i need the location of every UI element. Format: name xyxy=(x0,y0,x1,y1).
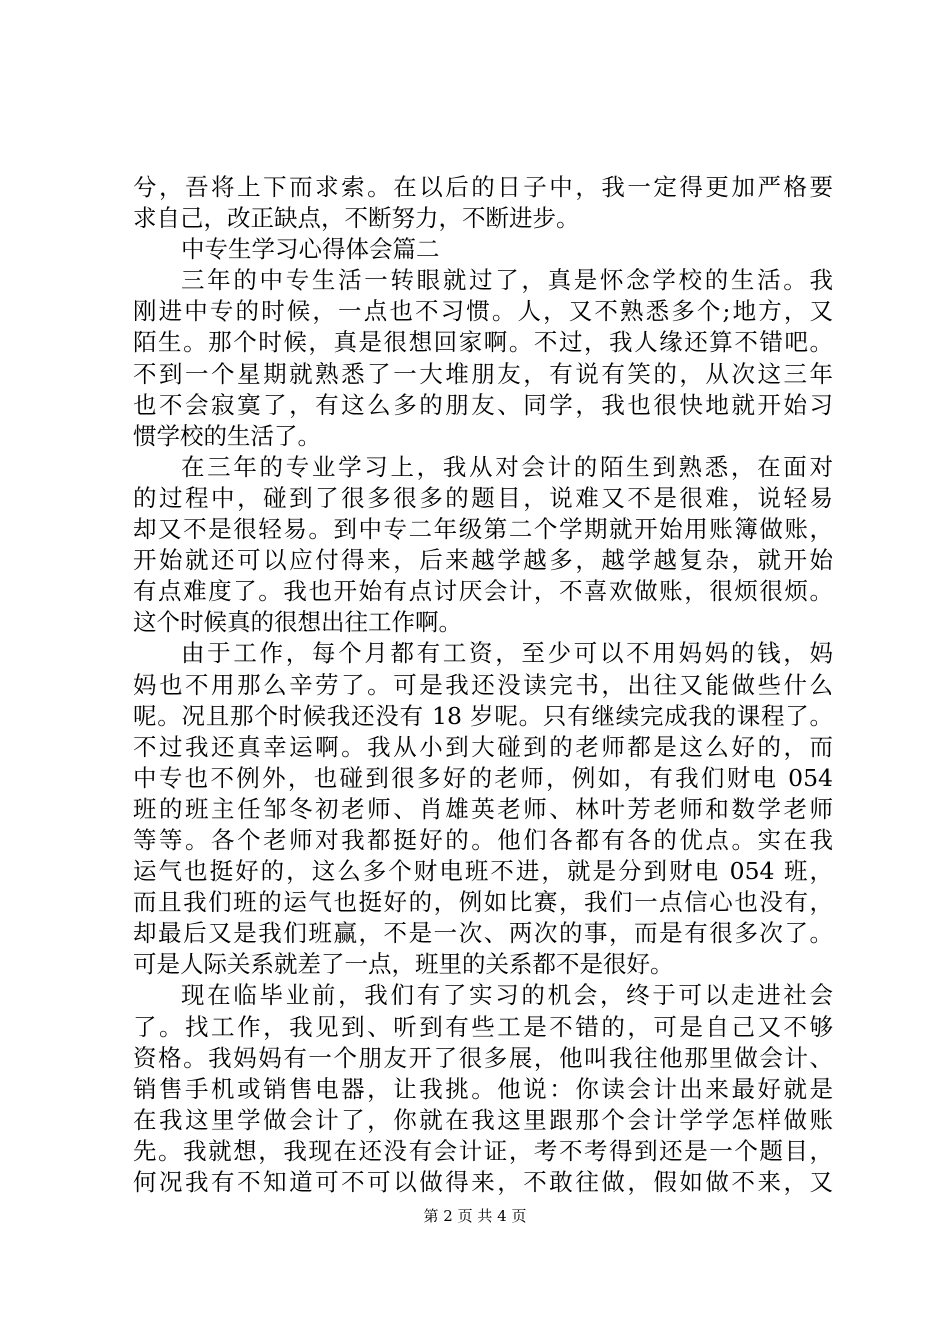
text-line: 有点难度了。我也开始有点讨厌会计，不喜欢做账，很烦很烦。 xyxy=(133,577,833,606)
text-line: 班的班主任邹冬初老师、肖雄英老师、林叶芳老师和数学老师 xyxy=(133,794,833,823)
text-line: 而且我们班的运气也挺好的，例如比赛，我们一点信心也没有， xyxy=(133,888,833,917)
text-line: 不到一个星期就熟悉了一大堆朋友，有说有笑的，从次这三年 xyxy=(133,359,833,388)
text-line: 却最后又是我们班赢，不是一次、两次的事，而是有很多次了。 xyxy=(133,919,833,948)
text-line: 兮，吾将上下而求索。在以后的日子中，我一定得更加严格要 xyxy=(133,173,833,201)
text-line: 可是人际关系就差了一点，班里的关系都不是很好。 xyxy=(133,950,674,979)
text-line: 由于工作，每个月都有工资，至少可以不用妈妈的钱，妈 xyxy=(181,639,833,668)
text-line: 在我这里学做会计了，你就在我这里跟那个会计学学怎样做账 xyxy=(133,1105,833,1134)
text-line: 也不会寂寞了，有这么多的朋友、同学，我也很快地就开始习 xyxy=(133,390,833,419)
text-line: 等等。各个老师对我都挺好的。他们各都有各的优点。实在我 xyxy=(133,825,833,854)
text-line: 何况我有不知道可不可以做得来，不敢往做，假如做不来，又 xyxy=(133,1168,833,1196)
text-line: 的过程中，碰到了很多很多的题目，说难又不是很难，说轻易 xyxy=(133,483,833,512)
text-line: 不过我还真幸运啊。我从小到大碰到的老师都是这么好的，而 xyxy=(133,732,833,761)
text-line: 先。我就想，我现在还没有会计证，考不考得到还是一个题目， xyxy=(133,1136,833,1165)
text-line: 呢。况且那个时候我还没有 18 岁呢。只有继续完成我的课程了。 xyxy=(133,701,833,730)
text-line: 在三年的专业学习上，我从对会计的陌生到熟悉，在面对 xyxy=(181,452,833,481)
page-footer: 第 2 页 共 4 页 xyxy=(423,1207,527,1225)
text-line: 陌生。那个时候，真是很想回家啊。不过，我人缘还算不错吧。 xyxy=(133,328,833,357)
text-line: 现在临毕业前，我们有了实习的机会，终于可以走进社会 xyxy=(181,981,833,1010)
text-line: 惯学校的生活了。 xyxy=(133,421,321,450)
text-line: 却又不是很轻易。到中专二年级第二个学期就开始用账簿做账， xyxy=(133,515,833,544)
text-line: 这个时候真的很想出往工作啊。 xyxy=(133,608,462,637)
text-line: 开始就还可以应付得来，后来越学越多，越学越复杂，就开始 xyxy=(133,546,833,575)
text-line: 三年的中专生活一转眼就过了，真是怀念学校的生活。我 xyxy=(181,266,833,295)
section-heading: 中专生学习心得体会篇二 xyxy=(181,235,440,264)
text-line: 中专也不例外，也碰到很多好的老师，例如，有我们财电 054 xyxy=(133,763,833,792)
document-body xyxy=(133,172,833,1198)
text-line: 刚进中专的时候，一点也不习惯。人，又不熟悉多个;地方，又 xyxy=(133,297,833,326)
text-line: 求自己，改正缺点，不断努力，不断进步。 xyxy=(133,204,580,233)
text-line: 了。找工作，我见到、听到有些工是不错的，可是自己又不够 xyxy=(133,1012,833,1041)
text-line: 运气也挺好的，这么多个财电班不进，就是分到财电 054 班， xyxy=(133,857,833,886)
text-line: 妈也不用那么辛劳了。可是我还没读完书，出往又能做些什么 xyxy=(133,670,833,699)
text-line: 资格。我妈妈有一个朋友开了很多展，他叫我往他那里做会计、 xyxy=(133,1043,833,1072)
text-line: 销售手机或销售电器，让我挑。他说：你读会计出来最好就是 xyxy=(133,1074,833,1103)
